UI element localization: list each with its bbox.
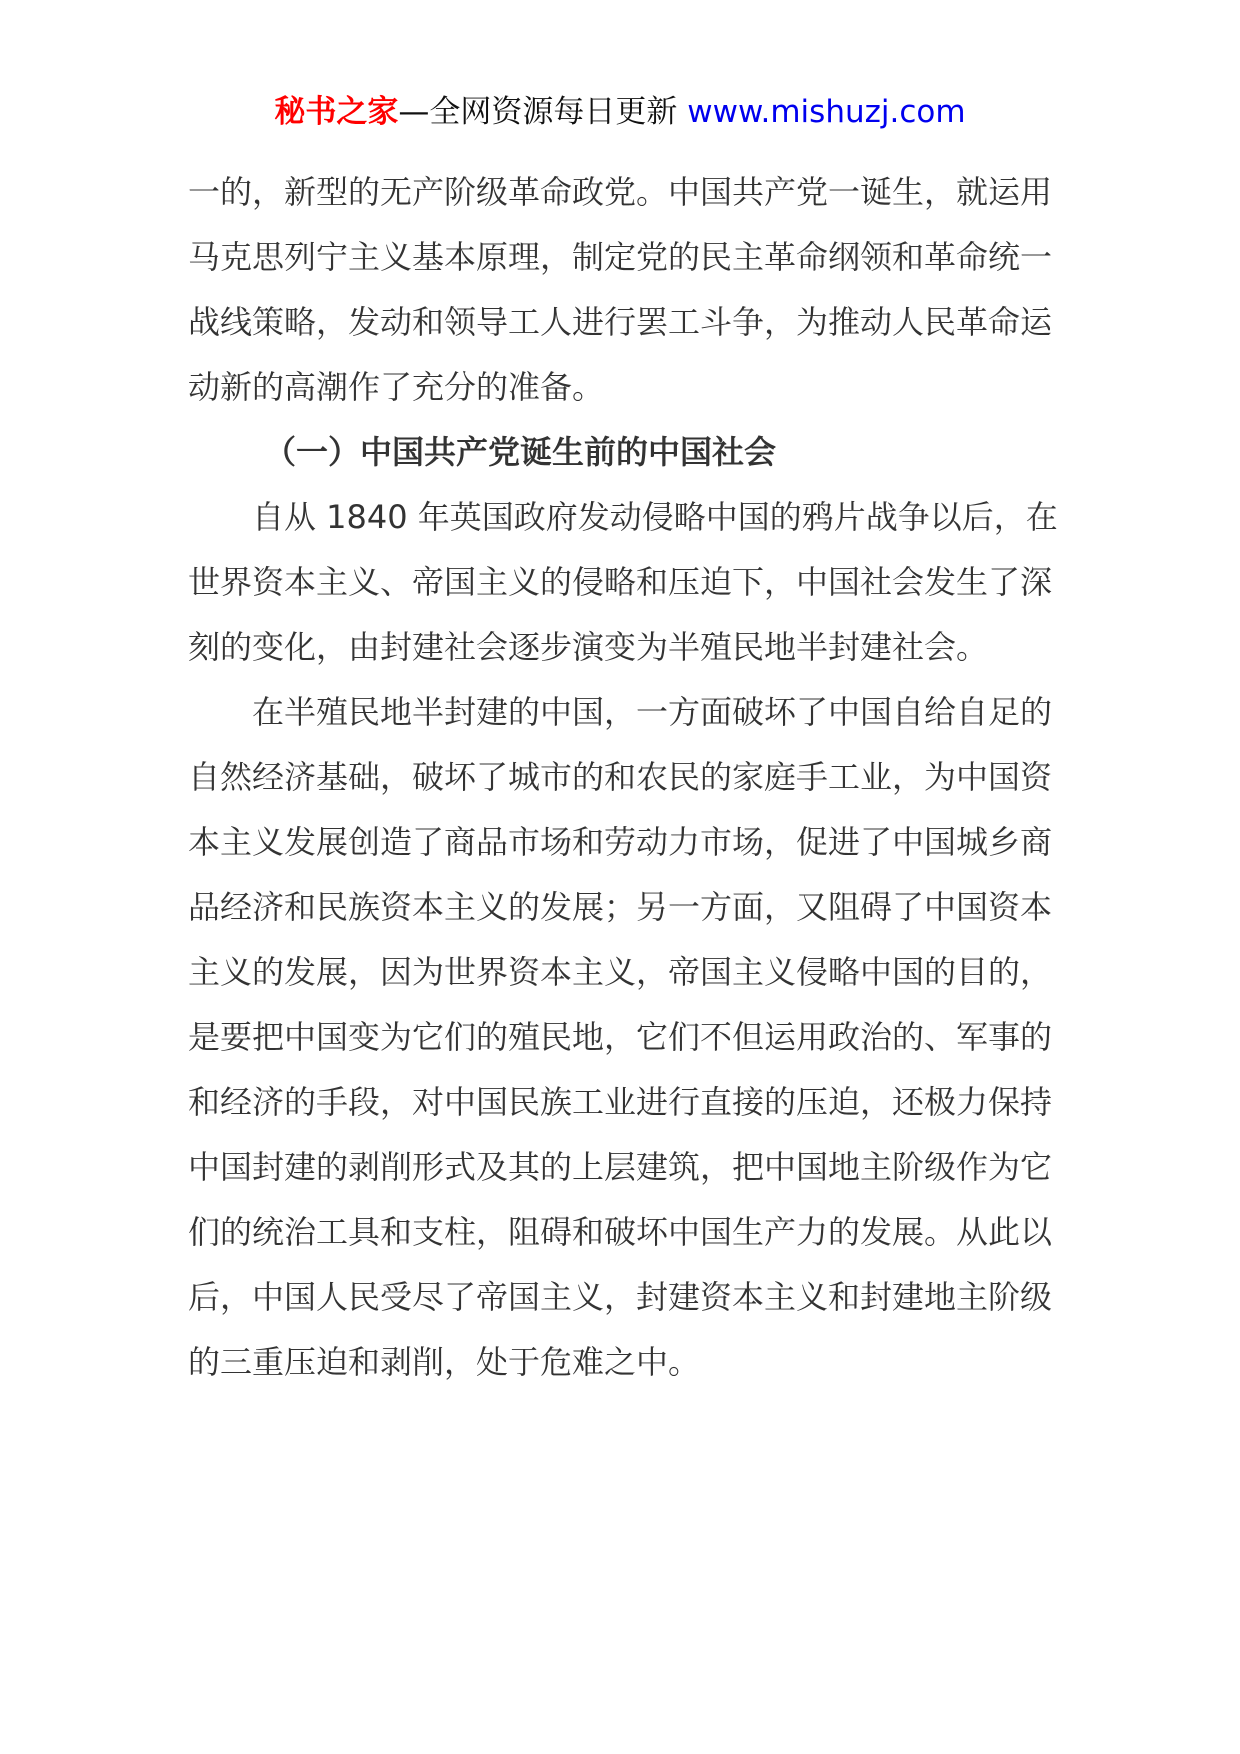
page-header [0,92,1240,132]
site-brand: 秘书之家 [274,94,399,130]
site-tagline: —全网资源每日更新 [398,94,678,130]
section-heading: （一）中国共产党诞生前的中国社会 [264,433,777,471]
body-paragraph-1: 一的，新型的无产阶级革命政党。中国共产党一诞生，就运用马克思列宁主义基本原理，制定党的民主革命纲领和革命统一战线策略，发动和领导工人进行罢工斗争，为推动人民革命运动新的高潮作了充分的准备。 [188,173,1053,406]
body-paragraph-3: 在半殖民地半封建的中国，一方面破坏了中国自给自足的自然经济基础，破坏了城市的和农民的家庭手工业，为中国资本主义发展创造了商品市场和劳动力市场，促进了中国城乡商品经济和民族资本主义的发展；另一方面，又阻碍了中国资本主义的发展，因为世界资本主义，帝国主义侵略中国的目的，是要把中国变为它们的殖民地，它们不但运用政治的、军事的和经济的手段，对中国民族工业进行直接的压迫，还极力保持中国封建的剥削形式及其的上层建筑，把中国地主阶级作为它们的统治工具和支柱，阻碍和破坏中国生产力的发展。从此以后，中国人民受尽了帝国主义，封建资本主义和封建地主阶级的三重压迫和剥削，处于危难之中。 [188,693,1053,1381]
document-body [188,160,1068,1395]
site-url-link[interactable]: www.mishuzj.com [687,94,966,130]
body-paragraph-2: 自从 1840 年英国政府发动侵略中国的鸦片战争以后，在世界资本主义、帝国主义的侵略和压迫下，中国社会发生了深刻的变化，由封建社会逐步演变为半殖民地半封建社会。 [188,498,1058,666]
